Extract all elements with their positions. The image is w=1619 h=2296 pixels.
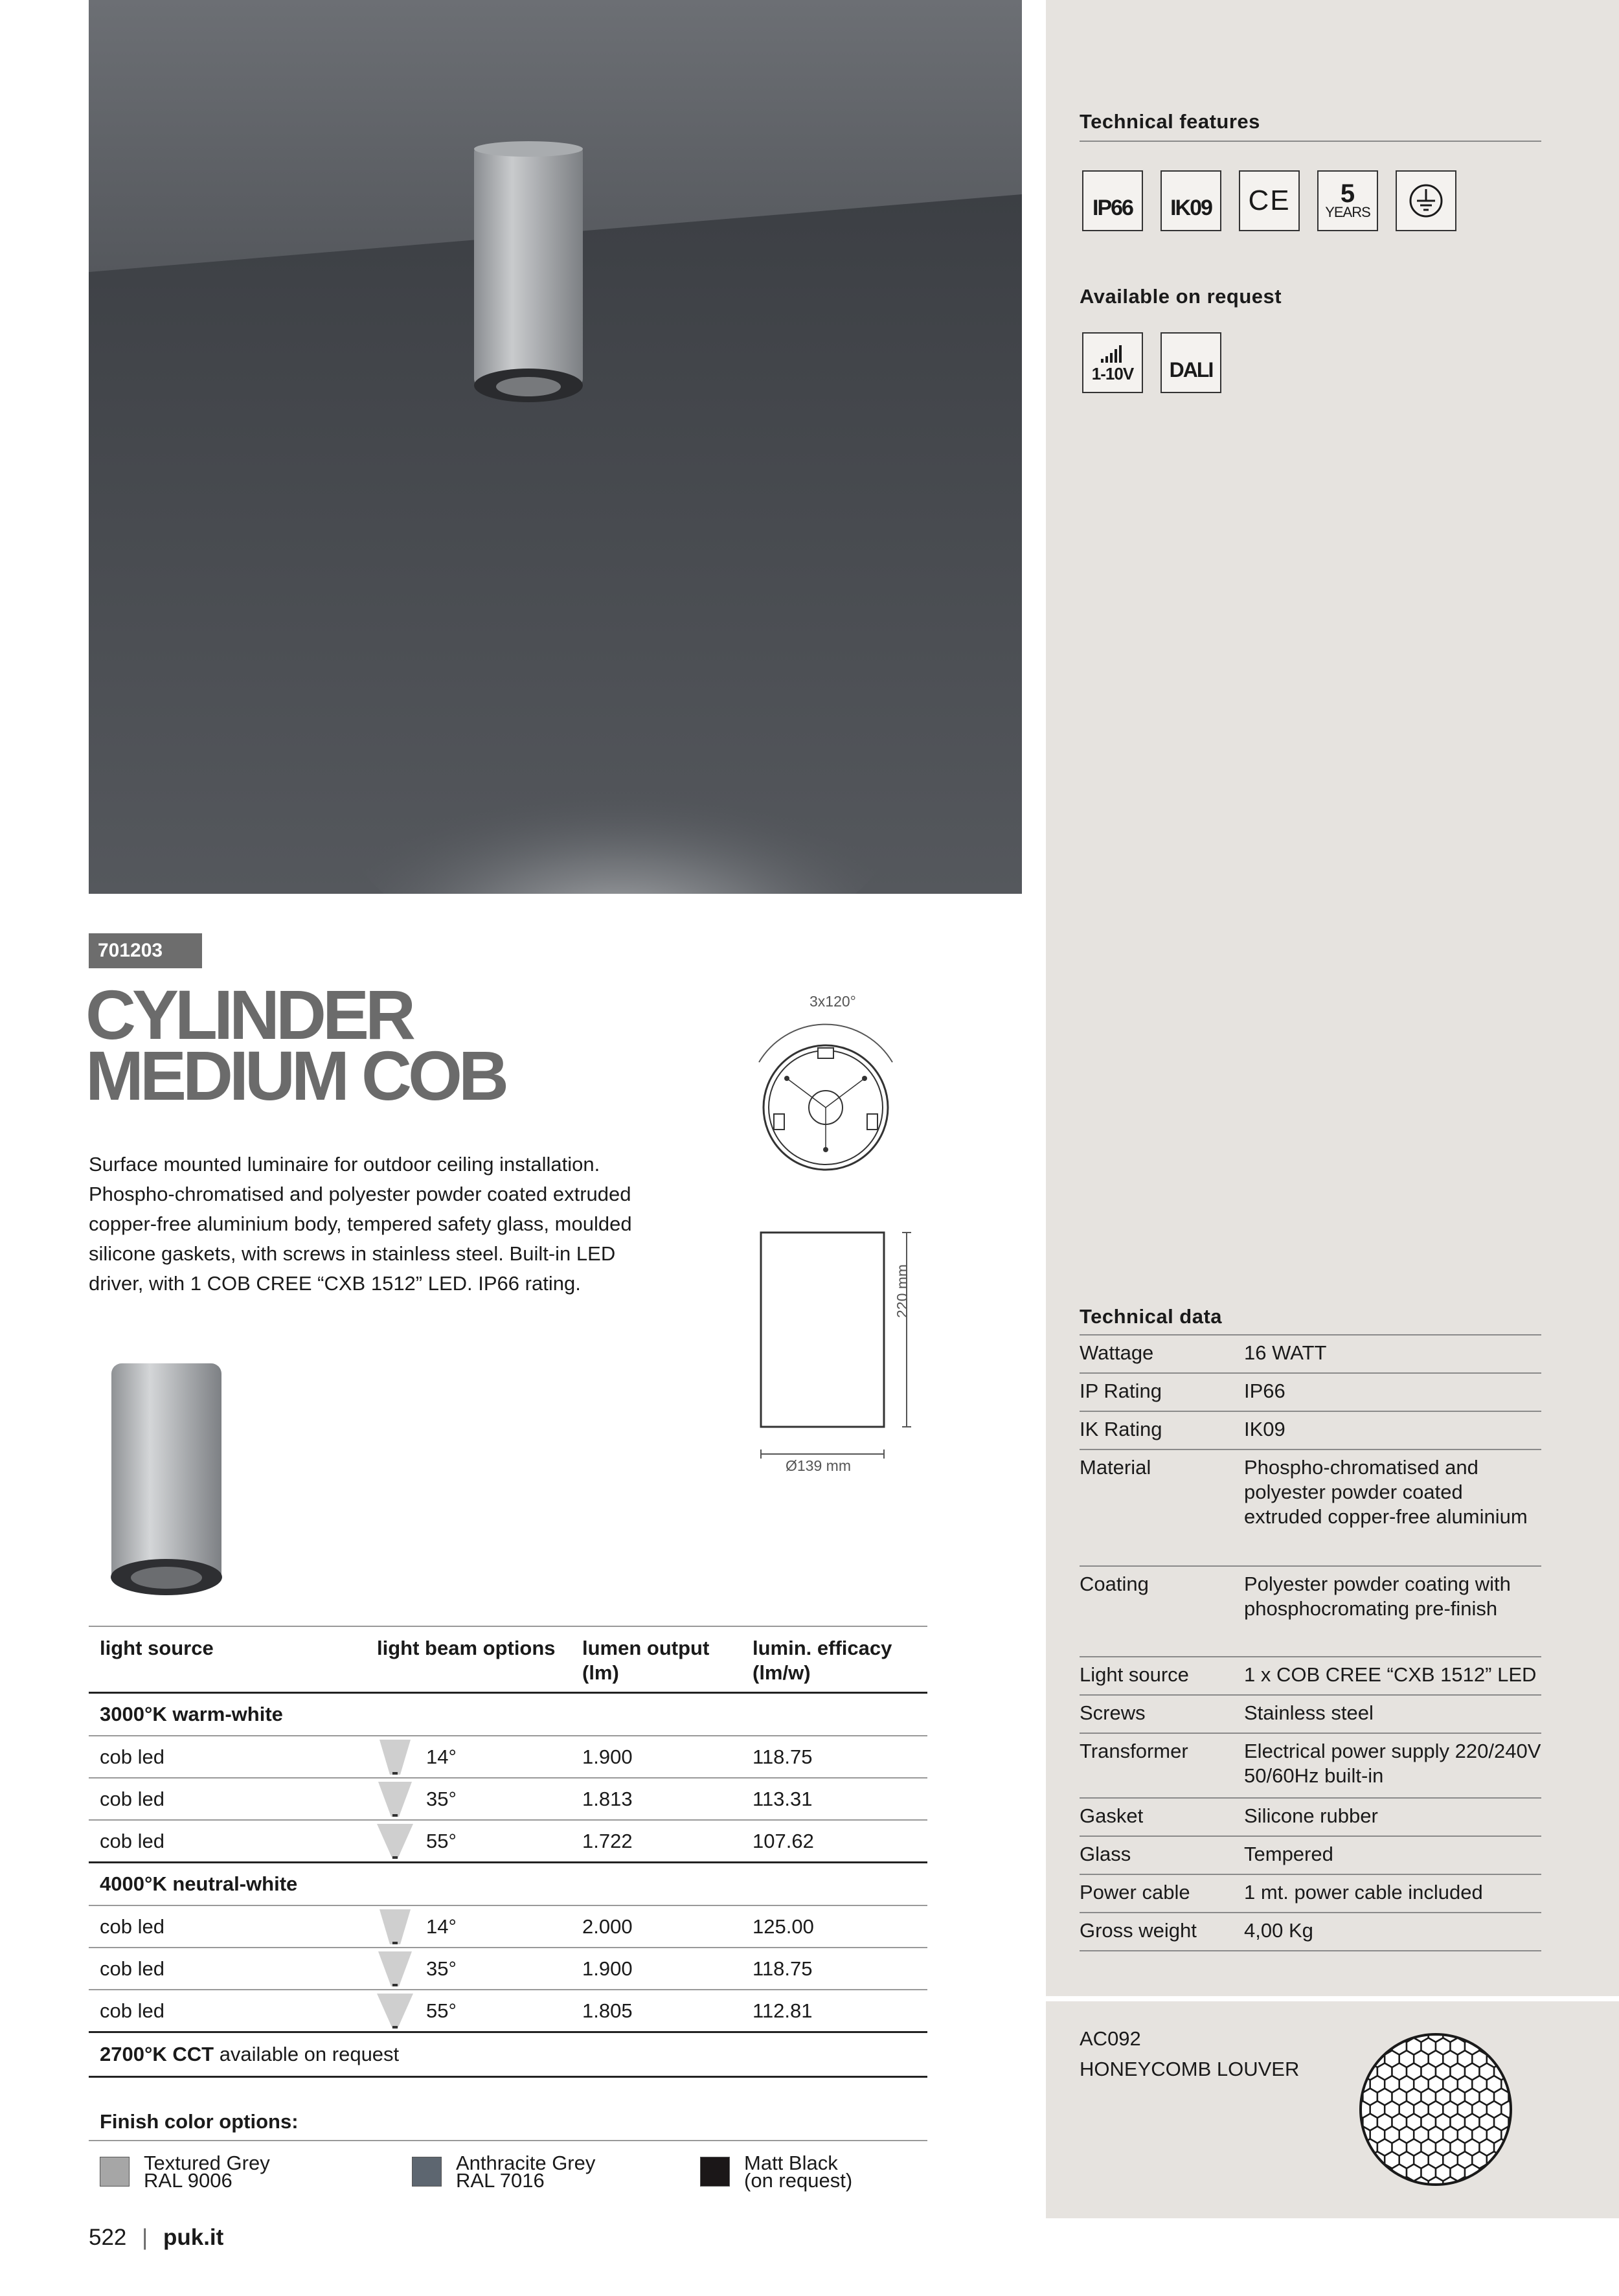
honeycomb-cell xyxy=(1357,2038,1363,2055)
table-row: cob led 55° 1.722 107.62 xyxy=(89,1820,927,1863)
medium-beam-icon xyxy=(377,1950,413,1988)
honeycomb-cell xyxy=(1494,2165,1509,2181)
honeycomb-cell xyxy=(1501,2051,1515,2067)
page-number: 522 xyxy=(89,2225,127,2250)
finish-swatch-anthracite-grey xyxy=(412,2157,442,2187)
table-row: cob led 35° 1.900 118.75 xyxy=(89,1948,927,1990)
honeycomb-cell xyxy=(1357,2177,1370,2189)
col-header-efficacy: lumin. efficacy (lm/w) xyxy=(753,1637,892,1684)
honeycomb-cell xyxy=(1472,2030,1487,2042)
cct-note-text: available on request xyxy=(214,2043,400,2065)
technical-data-title: Technical data xyxy=(1080,1305,1223,1328)
honeycomb-cell xyxy=(1357,2139,1363,2156)
cct-note-row xyxy=(89,2032,927,2077)
title-line-2: MEDIUM COB xyxy=(85,1036,505,1115)
product-code-tag: 701203 xyxy=(89,933,202,968)
cct-note-bold: 2700°K CCT xyxy=(100,2043,214,2065)
honeycomb-cell xyxy=(1509,2038,1515,2055)
finish-label-textured-grey: Textured Grey RAL 9006 xyxy=(144,2152,270,2192)
honeycomb-cell xyxy=(1385,2177,1399,2189)
finish-label-matt-black: Matt Black (on request) xyxy=(744,2152,853,2192)
angle-label: 3x120° xyxy=(809,993,856,1010)
tech-row-screws: Screws Stainless steel xyxy=(1080,1696,1541,1734)
col-header-lumen: lumen output (lm) xyxy=(582,1637,710,1684)
medium-beam-icon xyxy=(377,1780,413,1818)
diameter-dimension-label: Ø139 mm xyxy=(786,1457,851,1474)
narrow-beam-icon xyxy=(377,1738,413,1776)
honeycomb-cell xyxy=(1501,2152,1515,2168)
tech-row-material: Material Phospho-chromatised and polyester powder coated extruded copper-free aluminium xyxy=(1080,1450,1541,1567)
honeycomb-louver-icon xyxy=(1357,2030,1515,2189)
accessory-name: HONEYCOMB LOUVER xyxy=(1080,2058,1300,2080)
finish-swatch-textured-grey xyxy=(100,2157,130,2187)
product-thumbnail xyxy=(104,1357,233,1597)
honeycomb-cell xyxy=(1363,2038,1377,2055)
tech-row-coating: Coating Polyester powder coating with phosphocromating pre-finish xyxy=(1080,1567,1541,1657)
honeycomb-cell xyxy=(1370,2030,1385,2042)
honeycomb-cell xyxy=(1501,2177,1515,2189)
narrow-beam-icon xyxy=(377,1908,413,1946)
honeycomb-cell xyxy=(1385,2030,1399,2042)
honeycomb-cell xyxy=(1357,2063,1363,2080)
ip66-icon: IP66 xyxy=(1082,170,1143,231)
honeycomb-cell xyxy=(1487,2152,1502,2168)
honeycomb-cell xyxy=(1357,2051,1370,2067)
dimming-1-10v-icon: 1-10V xyxy=(1082,332,1143,393)
honeycomb-cell xyxy=(1494,2038,1509,2055)
tech-row-light-source: Light source 1 x COB CREE “CXB 1512” LED xyxy=(1080,1657,1541,1696)
honeycomb-cell xyxy=(1357,2152,1370,2168)
honeycomb-cell xyxy=(1370,2177,1385,2189)
technical-features-divider xyxy=(1080,141,1541,142)
table-row: cob led 55° 1.805 112.81 xyxy=(89,1990,927,2032)
top-view-drawing xyxy=(751,1017,900,1172)
honeycomb-cell xyxy=(1472,2177,1487,2189)
table-row: cob led 14° 2.000 125.00 xyxy=(89,1905,927,1948)
honeycomb-cell xyxy=(1487,2177,1502,2189)
group-header-4000k: 4000°K neutral-white xyxy=(89,1863,927,1906)
title-line-1: CYLINDER xyxy=(85,975,413,1054)
available-on-request-title: Available on request xyxy=(1080,285,1282,308)
honeycomb-cell xyxy=(1370,2152,1385,2168)
tech-row-gasket: Gasket Silicone rubber xyxy=(1080,1799,1541,1837)
footer-site: puk.it xyxy=(163,2225,224,2250)
table-row: cob led 35° 1.813 113.31 xyxy=(89,1778,927,1820)
table-header-row xyxy=(89,1626,927,1693)
wide-beam-icon xyxy=(377,1823,413,1860)
honeycomb-cell xyxy=(1377,2165,1392,2181)
honeycomb-cell xyxy=(1509,2139,1515,2156)
honeycomb-cell xyxy=(1357,2030,1370,2042)
honeycomb-cell xyxy=(1487,2030,1502,2042)
dali-icon: DALI xyxy=(1160,332,1221,393)
honeycomb-cell xyxy=(1363,2165,1377,2181)
page-footer xyxy=(89,2225,223,2251)
tech-row-wattage: Wattage 16 WATT xyxy=(1080,1336,1541,1374)
footer-separator: | xyxy=(142,2225,148,2250)
tech-row-power-cable: Power cable 1 mt. power cable included xyxy=(1080,1875,1541,1913)
honeycomb-cell xyxy=(1357,2165,1363,2181)
finish-title: Finish color options: xyxy=(100,2110,299,2133)
ik09-icon: IK09 xyxy=(1160,170,1221,231)
honeycomb-cell xyxy=(1509,2063,1515,2080)
col-header-source: light source xyxy=(100,1637,214,1659)
product-photo xyxy=(89,0,1022,894)
light-source-table xyxy=(89,1626,927,2078)
product-description: Surface mounted luminaire for outdoor ceiling installation. Phospho-chromatised and polyester powder coated extruded copper-free aluminium body, tempered safety glass, moulded silicone gaskets, with screws in stainless steel. Built-in LED driver, with 1 COB CREE “CXB 1512” LED. IP66 rating. xyxy=(89,1153,632,1295)
height-dimension-label: 220 mm xyxy=(894,1264,911,1318)
honeycomb-cell xyxy=(1480,2165,1495,2181)
honeycomb-cell xyxy=(1509,2165,1515,2181)
finish-divider xyxy=(89,2140,927,2141)
warranty-5-years-icon: 5 YEARS xyxy=(1317,170,1378,231)
product-title xyxy=(85,975,505,1115)
honeycomb-cell xyxy=(1501,2030,1515,2042)
finish-label-anthracite-grey: Anthracite Grey RAL 7016 xyxy=(456,2152,596,2192)
tech-row-ik-rating: IK Rating IK09 xyxy=(1080,1412,1541,1450)
group-header-3000k: 3000°K warm-white xyxy=(89,1693,927,1736)
accessory-code: AC092 xyxy=(1080,2027,1141,2050)
ce-mark-icon: CE xyxy=(1239,170,1300,231)
wide-beam-icon xyxy=(377,1992,413,2030)
table-row: cob led 14° 1.900 118.75 xyxy=(89,1736,927,1778)
tech-row-ip-rating: IP Rating IP66 xyxy=(1080,1374,1541,1412)
tech-row-gross-weight: Gross weight 4,00 Kg xyxy=(1080,1913,1541,1951)
ground-symbol-icon xyxy=(1396,170,1456,231)
finish-swatch-matt-black xyxy=(700,2157,730,2187)
tech-row-transformer: Transformer Electrical power supply 220/240V 50/60Hz built-in xyxy=(1080,1734,1541,1799)
col-header-beam: light beam options xyxy=(377,1637,556,1659)
tech-row-glass: Glass Tempered xyxy=(1080,1837,1541,1875)
technical-features-title: Technical features xyxy=(1080,110,1260,133)
